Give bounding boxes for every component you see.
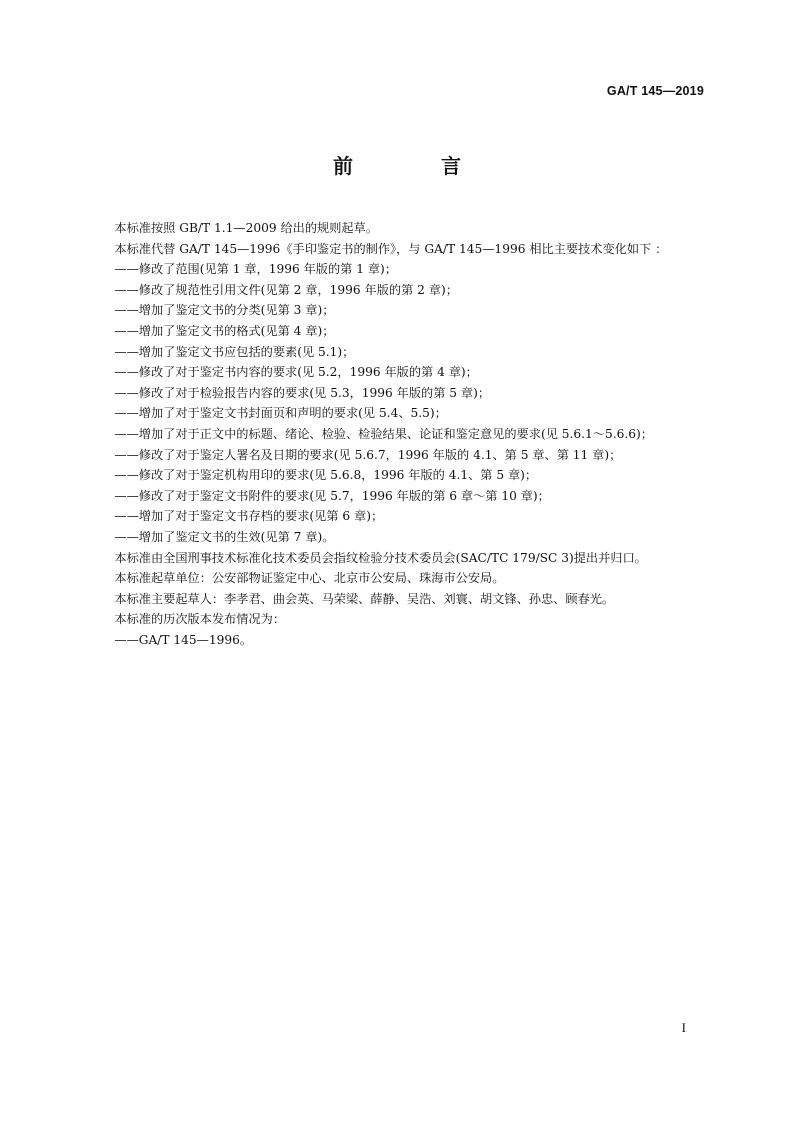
paragraph-history: 本标准的历次版本发布情况为： bbox=[114, 612, 286, 627]
page-title: 前 言 bbox=[333, 154, 495, 178]
change-item: ——修改了对于鉴定书内容的要求(见 5.2，1996 年版的第 4 章)； bbox=[114, 365, 478, 380]
foreword-body bbox=[90, 218, 706, 650]
change-item: ——修改了对于鉴定机构用印的要求(见 5.6.8，1996 年版的 4.1、第 5 章)； bbox=[114, 468, 538, 483]
change-item: ——增加了鉴定文书应包括的要素(见 5.1)； bbox=[114, 344, 355, 359]
paragraph-drafters: 本标准主要起草人：李孝君、曲会英、马荣梁、薛静、吴浩、刘寰、胡文锋、孙忠、顾春光。 bbox=[114, 591, 615, 606]
paragraph-drafting-rules: 本标准按照 GB/T 1.1—2009 给出的规则起草。 bbox=[114, 221, 378, 235]
history-item: ——GA/T 145—1996。 bbox=[114, 632, 253, 647]
paragraph-proposer: 本标准由全国刑事技术标准化技术委员会指纹检验分技术委员会(SAC/TC 179/SC 3)提出并归口。 bbox=[114, 550, 647, 565]
change-item: ——修改了对于检验报告内容的要求(见 5.3，1996 年版的第 5 章)； bbox=[114, 385, 491, 400]
page-number: I bbox=[681, 1020, 686, 1035]
change-item: ——修改了对于鉴定人署名及日期的要求(见 5.6.7，1996 年版的 4.1、第 5 章、第 11 章)； bbox=[114, 447, 622, 462]
change-item: ——修改了对于鉴定文书附件的要求(见 5.7，1996 年版的第 6 章～第 10 章)； bbox=[114, 488, 550, 503]
change-item: ——增加了鉴定文书的分类(见第 3 章)； bbox=[114, 303, 335, 318]
paragraph-replaces: 本标准代替 GA/T 145—1996《手印鉴定书的制作》，与 GA/T 145—1996 相比主要技术变化如下 ： bbox=[114, 241, 668, 256]
change-item: ——增加了对于鉴定文书封面页和声明的要求(见 5.4、5.5)； bbox=[114, 406, 447, 421]
change-item: ——增加了对于正文中的标题、绪论、检验、检验结果、论证和鉴定意见的要求(见 5.6.1～5.6.6)； bbox=[114, 426, 653, 441]
change-item: ——增加了对于鉴定文书存档的要求(见第 6 章)； bbox=[114, 509, 384, 524]
change-item: ——增加了鉴定文书的生效(见第 7 章)。 bbox=[114, 529, 335, 544]
standard-number: GA/T 145—2019 bbox=[606, 84, 704, 98]
change-item: ——修改了规范性引用文件(见第 2 章，1996 年版的第 2 章)； bbox=[114, 282, 458, 297]
change-item: ——增加了鉴定文书的格式(见第 4 章)； bbox=[114, 323, 335, 338]
paragraph-drafting-units: 本标准起草单位：公安部物证鉴定中心、北京市公安局、珠海市公安局。 bbox=[114, 571, 505, 586]
change-item: ——修改了范围(见第 1 章，1996 年版的第 1 章)； bbox=[114, 262, 397, 277]
